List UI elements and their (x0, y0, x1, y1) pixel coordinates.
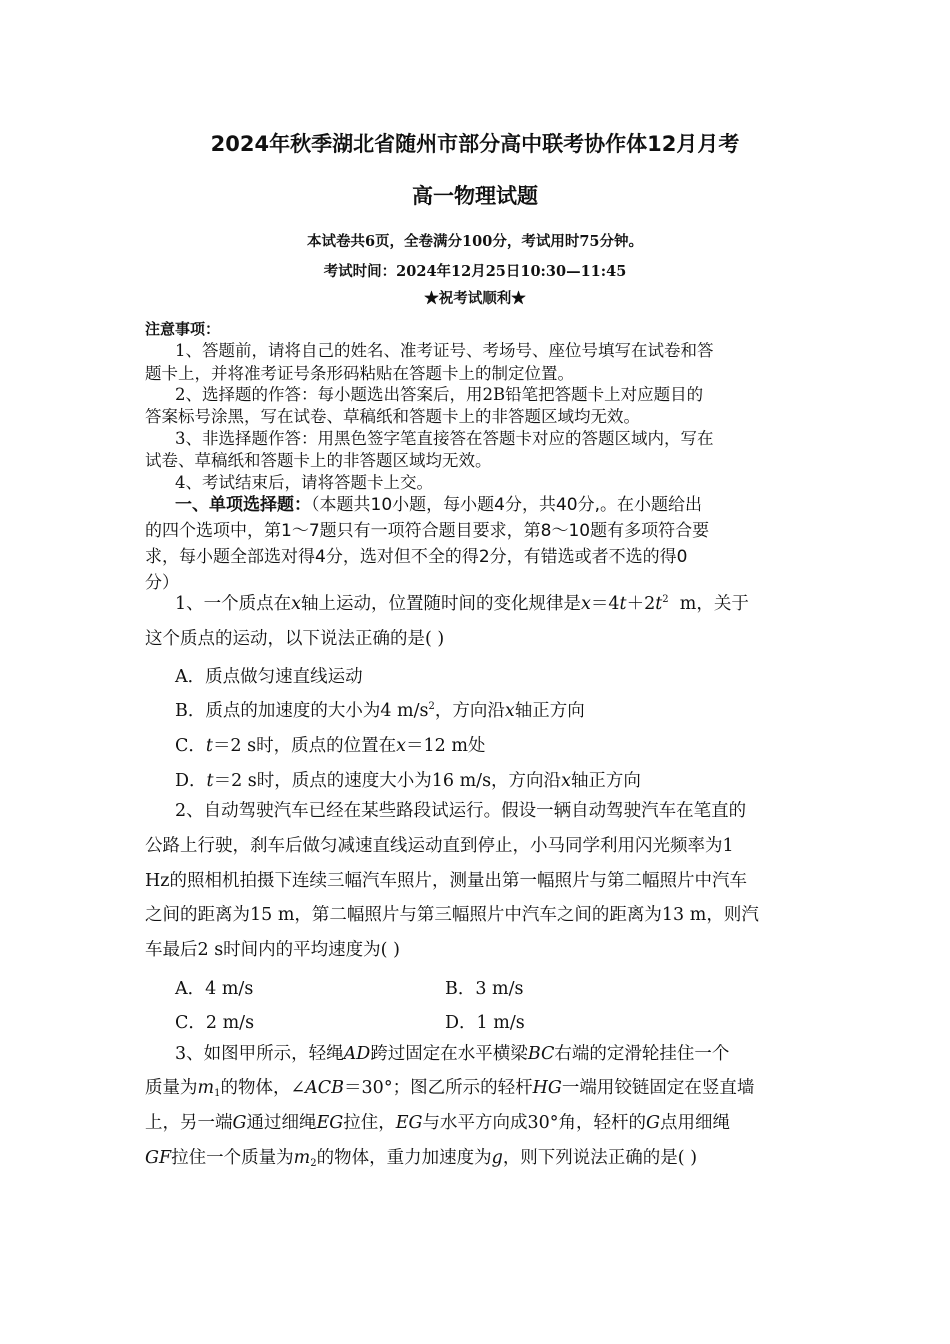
question-3-stem: 上，另一端G通过细绳EG拉住，EG与水平方向成30°角，轻杆的G点用细绳 (145, 1113, 731, 1133)
notice-line: 题卡上，并将准考证号条形码粘贴在答题卡上的制定位置。 (145, 364, 574, 383)
section-heading: 一、单项选择题： (175, 495, 311, 515)
notice-line: 2、选择题的作答：每小题选出答案后，用2B铅笔把答题卡上对应题目的 (175, 385, 704, 404)
exam-subtitle: 高一物理试题 (412, 184, 538, 208)
section-line (175, 492, 702, 519)
q1-option-d: D．t＝2 s时，质点的速度大小为16 m/s，方向沿x轴正方向 (175, 771, 641, 791)
question-2-stem: 公路上行驶，刹车后做匀减速直线运动直到停止，小马同学利用闪光频率为1 (145, 836, 734, 856)
notice-line: 1、答题前，请将自己的姓名、准考证号、考场号、座位号填写在试卷和答 (175, 341, 714, 360)
question-2-stem: 之间的距离为15 m，第二幅照片与第三幅照片中汽车之间的距离为13 m，则汽 (145, 905, 759, 925)
q2-option-a: A．4 m/s (175, 979, 254, 999)
notice-line: 试卷、草稿纸和答题卡上的非答题区域均无效。 (145, 451, 492, 470)
exam-title: 2024年秋季湖北省随州市部分高中联考协作体12月月考 (210, 132, 740, 156)
question-3-stem: 质量为$m_1$的物体，∠ACB＝30°；图乙所示的轻杆HG一端用铰链固定在竖直墙 (145, 1078, 755, 1099)
notice-line: 4、考试结束后，请将答题卡上交。 (175, 473, 433, 492)
notice-line: 3、非选择题作答：用黑色签字笔直接答在答题卡对应的答题区域内，写在 (175, 429, 714, 448)
question-3-stem: 3、如图甲所示，轻绳AD跨过固定在水平横梁BC右端的定滑轮挂住一个 (175, 1044, 730, 1064)
question-2-stem: Hz的照相机拍摄下连续三幅汽车照片，测量出第一幅照片与第二幅照片中汽车 (145, 871, 747, 891)
notice-heading: 注意事项： (145, 320, 221, 338)
q2-option-c: C．2 m/s (175, 1013, 255, 1033)
question-1-stem: 这个质点的运动，以下说法正确的是( ) (145, 629, 445, 649)
exam-time: 考试时间：2024年12月25日10:30—11:45 (323, 263, 627, 280)
q2-option-d: D．1 m/s (445, 1013, 525, 1033)
q1-option-a: A．质点做匀速直线运动 (175, 667, 363, 687)
q1-option-b: B．质点的加速度的大小为4 $m/s^2$，方向沿x轴正方向 (175, 701, 585, 721)
section-line: 的四个选项中，第1～7题只有一项符合题目要求，第8～10题有多项符合要 (145, 521, 710, 541)
section-line: 分） (145, 573, 179, 593)
question-1-stem: 1、一个质点在x轴上运动，位置随时间的变化规律是$x=4t+2t^2$ m，关于 (175, 594, 749, 614)
notice-line: 答案标号涂黑，写在试卷、草稿纸和答题卡上的非答题区域均无效。 (145, 407, 640, 426)
question-2-stem: 2、自动驾驶汽车已经在某些路段试运行。假设一辆自动驾驶汽车在笔直的 (175, 801, 747, 821)
q2-option-b: B．3 m/s (445, 979, 524, 999)
section-desc: （本题共10小题，每小题4分，共40分,。在小题给出 (311, 495, 702, 515)
blessing: ★祝考试顺利★ (424, 290, 526, 307)
exam-info: 本试卷共6页，全卷满分100分，考试用时75分钟。 (306, 233, 644, 250)
question-2-stem: 车最后2 s时间内的平均速度为( ) (145, 940, 400, 960)
question-3-stem: GF拉住一个质量为$m_2$的物体，重力加速度为g，则下列说法正确的是( ) (145, 1148, 698, 1169)
section-line: 求，每小题全部选对得4分，选对但不全的得2分，有错选或者不选的得0 (145, 547, 688, 567)
q1-option-c: C．t＝2 s时，质点的位置在x＝12 m处 (175, 736, 486, 756)
